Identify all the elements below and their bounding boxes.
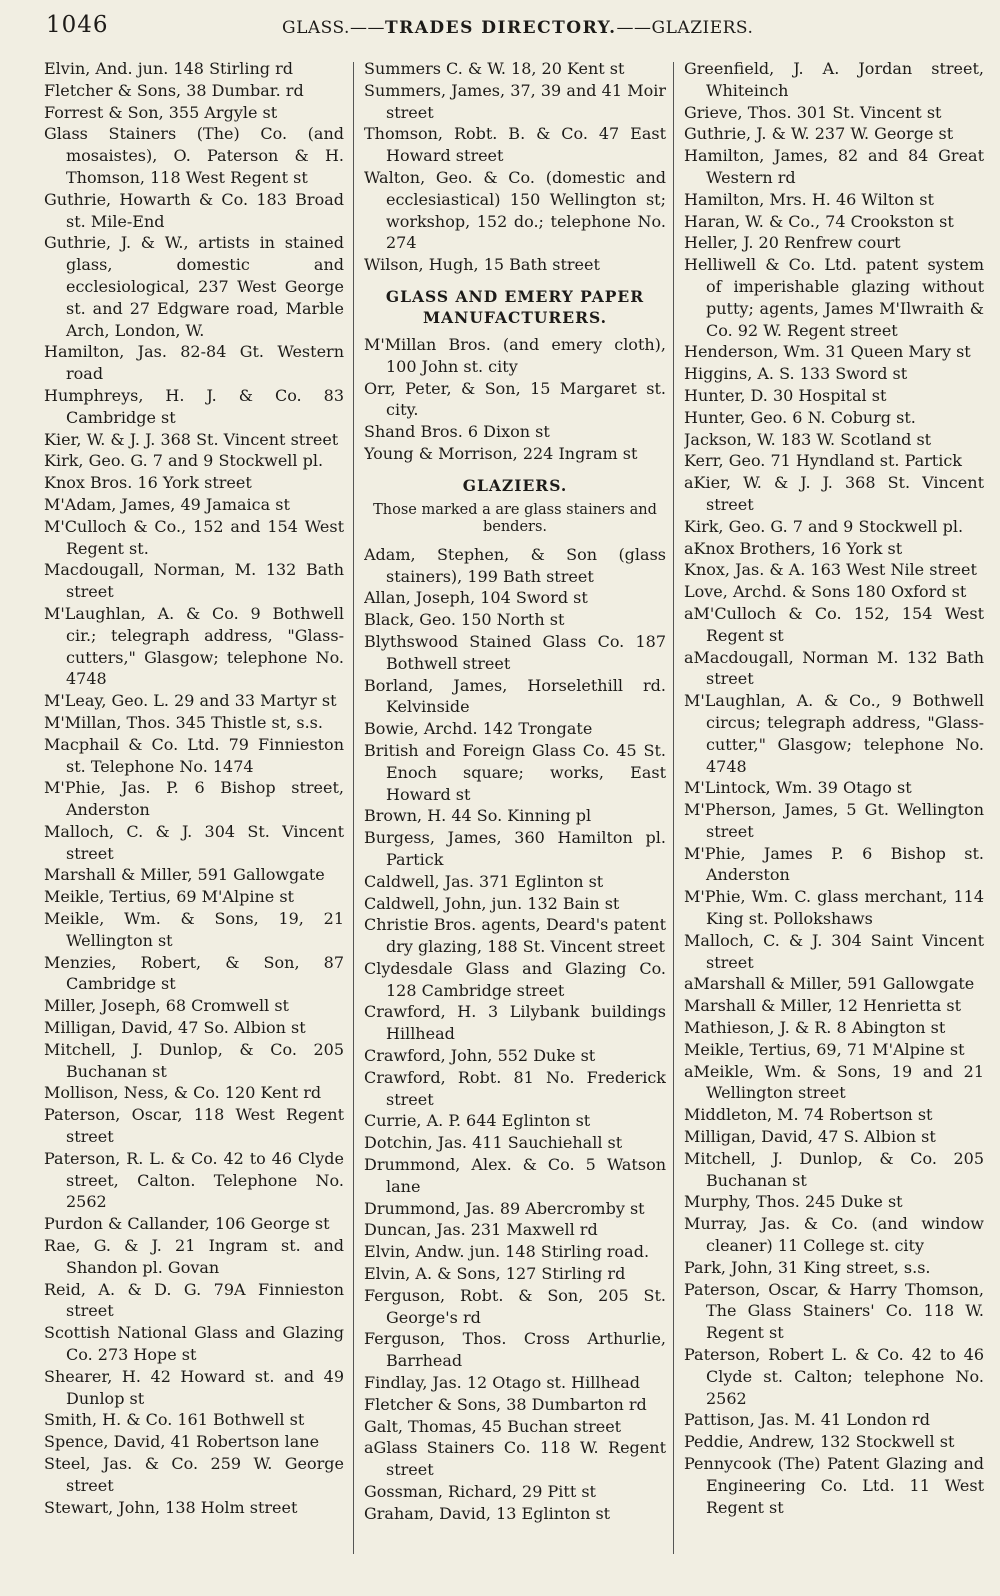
directory-entry: aMeikle, Wm. & Sons, 19 and 21 Wellington street — [684, 1061, 984, 1103]
directory-entry: Paterson, Oscar, 118 West Regent street — [44, 1105, 344, 1147]
directory-entry: Adam, Stephen, & Son (glass stainers), 199 Bath street — [364, 544, 666, 586]
directory-entry: Shand Bros. 6 Dixon st — [364, 422, 550, 442]
directory-entry: M'Phie, James P. 6 Bishop st. Anderston — [684, 843, 984, 885]
directory-entry: Knox, Jas. & A. 163 West Nile street — [684, 560, 977, 580]
column-divider — [353, 62, 354, 1554]
directory-columns — [44, 58, 982, 1563]
directory-entry: Purdon & Callander, 106 George st — [44, 1214, 330, 1234]
running-head-right: GLAZIERS. — [651, 18, 754, 38]
column-2-top-list — [364, 58, 666, 276]
directory-entry: M'Adam, James, 49 Jamaica st — [44, 494, 290, 514]
section-title-glass-emery-paper: GLASS AND EMERY PAPER MANUFACTURERS. — [385, 286, 645, 327]
directory-entry: Spence, David, 41 Robertson lane — [44, 1432, 320, 1452]
directory-entry: Meikle, Tertius, 69, 71 M'Alpine st — [684, 1039, 965, 1059]
directory-entry: Paterson, Oscar, & Harry Thomson, The Glass Stainers' Co. 118 W. Regent st — [684, 1279, 984, 1343]
directory-entry: M'Leay, Geo. L. 29 and 33 Martyr st — [44, 691, 337, 711]
directory-entry: Thomson, Robt. B. & Co. 47 East Howard street — [364, 124, 666, 166]
directory-entry: Menzies, Robert, & Son, 87 Cambridge st — [44, 952, 344, 994]
directory-entry: Paterson, Robert L. & Co. 42 to 46 Clyde st. Calton; telephone No. 2562 — [684, 1345, 984, 1408]
directory-entry: Wilson, Hugh, 15 Bath street — [364, 255, 600, 275]
directory-entry: Elvin, And. jun. 148 Stirling rd — [44, 59, 293, 78]
page-number: 1046 — [46, 12, 109, 38]
directory-entry: Hunter, Geo. 6 N. Coburg st. — [684, 407, 916, 427]
directory-entry: Forrest & Son, 355 Argyle st — [44, 102, 278, 122]
directory-entry: Summers, James, 37, 39 and 41 Moir street — [364, 80, 666, 122]
directory-entry: Murray, Jas. & Co. (and window cleaner) 11 College st. city — [684, 1214, 984, 1256]
directory-entry: Greenfield, J. A. Jordan street, Whiteinch — [684, 59, 984, 100]
directory-entry: Walton, Geo. & Co. (domestic and ecclesiastical) 150 Wellington st; workshop, 152 do.; telephone No. 274 — [364, 167, 666, 253]
directory-entry: aM'Culloch & Co. 152, 154 West Regent st — [684, 603, 984, 645]
directory-entry: aGlass Stainers Co. 118 W. Regent street — [364, 1438, 666, 1480]
directory-entry: Pennycook (The) Patent Glazing and Engineering Co. Ltd. 11 West Regent st — [684, 1454, 984, 1517]
directory-entry: Orr, Peter, & Son, 15 Margaret st. city. — [364, 378, 666, 420]
directory-entry: Fletcher & Sons, 38 Dumbarton rd — [364, 1394, 647, 1414]
directory-entry: Smith, H. & Co. 161 Bothwell st — [44, 1410, 305, 1430]
directory-entry: Hamilton, Jas. 82-84 Gt. Western road — [44, 342, 344, 384]
directory-entry: M'Millan, Thos. 345 Thistle st, s.s. — [44, 712, 323, 732]
directory-entry: M'Phie, Jas. P. 6 Bishop street, Anderston — [44, 778, 344, 820]
directory-entry: Caldwell, John, jun. 132 Bain st — [364, 893, 620, 913]
directory-entry: Findlay, Jas. 12 Otago st. Hillhead — [364, 1373, 641, 1393]
directory-entry: Paterson, R. L. & Co. 42 to 46 Clyde street, Calton. Telephone No. 2562 — [44, 1148, 344, 1212]
directory-entry: Scottish National Glass and Glazing Co. 273 Hope st — [44, 1323, 344, 1365]
directory-entry: M'Pherson, James, 5 Gt. Wellington street — [684, 800, 984, 841]
directory-entry: Allan, Joseph, 104 Sword st — [364, 588, 588, 608]
directory-entry: M'Millan Bros. (and emery cloth), 100 John st. city — [364, 334, 666, 376]
directory-entry: Murphy, Thos. 245 Duke st — [684, 1192, 903, 1212]
directory-entry: Mollison, Ness, & Co. 120 Kent rd — [44, 1083, 322, 1103]
column-2 — [364, 58, 666, 1563]
directory-entry: Duncan, Jas. 231 Maxwell rd — [364, 1220, 598, 1240]
directory-entry: Drummond, Alex. & Co. 5 Watson lane — [364, 1155, 666, 1196]
directory-entry: Malloch, C. & J. 304 Saint Vincent street — [684, 930, 984, 972]
directory-entry: M'Culloch & Co., 152 and 154 West Regent st. — [44, 516, 344, 558]
directory-entry: M'Phie, Wm. C. glass merchant, 114 King st. Pollokshaws — [684, 887, 984, 929]
directory-entry: Stewart, John, 138 Holm street — [44, 1497, 298, 1517]
directory-entry: Borland, James, Horselethill rd. Kelvinside — [364, 675, 666, 717]
directory-entry: Crawford, H. 3 Lilybank buildings Hillhead — [364, 1002, 666, 1044]
directory-entry: Elvin, Andw. jun. 148 Stirling road. — [364, 1242, 650, 1262]
column-3 — [684, 58, 984, 1563]
directory-entry: Christie Bros. agents, Deard's patent dry glazing, 188 St. Vincent street — [364, 915, 666, 957]
directory-entry: Mitchell, J. Dunlop, & Co. 205 Buchanan st — [44, 1039, 344, 1081]
glaziers-list — [364, 544, 666, 1525]
directory-entry: Black, Geo. 150 North st — [364, 610, 565, 630]
directory-entry: Kirk, Geo. G. 7 and 9 Stockwell pl. — [44, 451, 324, 471]
directory-entry: Guthrie, J. & W. 237 W. George st — [684, 124, 954, 144]
directory-entry: Meikle, Wm. & Sons, 19, 21 Wellington st — [44, 909, 344, 950]
directory-entry: Heller, J. 20 Renfrew court — [684, 233, 901, 253]
directory-entry: Milligan, David, 47 So. Albion st — [44, 1018, 306, 1038]
directory-entry: Guthrie, J. & W., artists in stained glass, domestic and ecclesiological, 237 West George st. and 27 Edgware road, Marble Arch, London, W. — [44, 233, 344, 340]
column-divider — [673, 62, 674, 1554]
directory-entry: Blythswood Stained Glass Co. 187 Bothwell street — [364, 631, 666, 673]
directory-entry: Haran, W. & Co., 74 Crookston st — [684, 211, 954, 231]
directory-entry: Shearer, H. 42 Howard st. and 49 Dunlop st — [44, 1366, 344, 1408]
directory-entry: Ferguson, Robt. & Son, 205 St. George's rd — [364, 1285, 666, 1327]
directory-entry: Crawford, Robt. 81 No. Frederick street — [364, 1067, 666, 1109]
directory-entry: Graham, David, 13 Eglinton st — [364, 1503, 611, 1523]
directory-entry: Currie, A. P. 644 Eglinton st — [364, 1111, 591, 1131]
directory-entry: Marshall & Miller, 591 Gallowgate — [44, 865, 325, 885]
directory-entry: Macdougall, Norman, M. 132 Bath street — [44, 560, 344, 602]
directory-entry: M'Lintock, Wm. 39 Otago st — [684, 778, 912, 798]
directory-entry: Elvin, A. & Sons, 127 Stirling rd — [364, 1264, 626, 1284]
directory-entry: Meikle, Tertius, 69 M'Alpine st — [44, 887, 294, 907]
directory-entry: Mathieson, J. & R. 8 Abington st — [684, 1018, 946, 1038]
directory-entry: Peddie, Andrew, 132 Stockwell st — [684, 1432, 955, 1452]
directory-entry: Henderson, Wm. 31 Queen Mary st — [684, 342, 971, 362]
directory-entry: Park, John, 31 King street, s.s. — [684, 1257, 931, 1277]
directory-entry: Clydesdale Glass and Glazing Co. 128 Cambridge street — [364, 958, 666, 1000]
directory-entry: Crawford, John, 552 Duke st — [364, 1046, 596, 1066]
directory-entry: Pattison, Jas. M. 41 London rd — [684, 1410, 930, 1430]
glass-emery-paper-list — [364, 334, 666, 465]
directory-entry: Bowie, Archd. 142 Trongate — [364, 719, 593, 739]
directory-entry: Higgins, A. S. 133 Sword st — [684, 364, 908, 384]
directory-entry: Malloch, C. & J. 304 St. Vincent street — [44, 821, 344, 863]
directory-entry: Fletcher & Sons, 38 Dumbar. rd — [44, 80, 304, 100]
section-title-glaziers: GLAZIERS. — [462, 475, 568, 495]
directory-entry: aMarshall & Miller, 591 Gallowgate — [684, 974, 975, 994]
directory-entry: Steel, Jas. & Co. 259 W. George street — [44, 1454, 344, 1495]
directory-entry: Mitchell, J. Dunlop, & Co. 205 Buchanan st — [684, 1148, 984, 1190]
directory-entry: Macphail & Co. Ltd. 79 Finnieston st. Telephone No. 1474 — [44, 734, 344, 776]
directory-entry: Love, Archd. & Sons 180 Oxford st — [684, 582, 967, 602]
directory-entry: Drummond, Jas. 89 Abercromby st — [364, 1198, 645, 1218]
directory-entry: Grieve, Thos. 301 St. Vincent st — [684, 102, 942, 122]
directory-entry: Knox Bros. 16 York street — [44, 473, 252, 493]
directory-entry: Caldwell, Jas. 371 Eglinton st — [364, 871, 604, 891]
directory-entry: Summers C. & W. 18, 20 Kent st — [364, 59, 625, 78]
directory-entry: British and Foreign Glass Co. 45 St. Enoch square; works, East Howard st — [364, 740, 666, 804]
directory-entry: Hamilton, Mrs. H. 46 Wilton st — [684, 189, 934, 209]
directory-entry: Gossman, Richard, 29 Pitt st — [364, 1482, 596, 1502]
directory-entry: Marshall & Miller, 12 Henrietta st — [684, 996, 962, 1016]
directory-entry: aMacdougall, Norman M. 132 Bath street — [684, 647, 984, 689]
directory-entry: Kier, W. & J. J. 368 St. Vincent street — [44, 429, 339, 449]
directory-entry: Humphreys, H. J. & Co. 83 Cambridge st — [44, 385, 344, 427]
directory-entry: M'Laughlan, A. & Co., 9 Bothwell circus; telegraph address, "Glass-cutter," Glasgow; telephone No. 4748 — [684, 691, 984, 776]
directory-entry: aKnox Brothers, 16 York st — [684, 538, 903, 558]
running-head-left: GLASS. — [282, 18, 350, 38]
running-head-center: TRADES DIRECTORY. — [384, 18, 617, 38]
directory-entry: Young & Morrison, 224 Ingram st — [364, 443, 638, 463]
directory-entry: Hunter, D. 30 Hospital st — [684, 385, 887, 405]
directory-entry: Kerr, Geo. 71 Hyndland st. Partick — [684, 451, 962, 471]
directory-entry: Kirk, Geo. G. 7 and 9 Stockwell pl. — [684, 516, 964, 536]
directory-entry: Ferguson, Thos. Cross Arthurlie, Barrhead — [364, 1329, 666, 1371]
directory-entry: Middleton, M. 74 Robertson st — [684, 1105, 933, 1125]
section-note-glaziers: Those marked a are glass stainers and benders. — [373, 501, 657, 535]
directory-entry: Milligan, David, 47 S. Albion st — [684, 1127, 936, 1147]
directory-entry: Guthrie, Howarth & Co. 183 Broad st. Mile-End — [44, 189, 344, 231]
running-head: GLASS.——TRADES DIRECTORY.——GLAZIERS. — [282, 18, 754, 38]
directory-entry: Rae, G. & J. 21 Ingram st. and Shandon pl. Govan — [44, 1236, 344, 1277]
directory-entry: Reid, A. & D. G. 79A Finnieston street — [44, 1279, 344, 1321]
page-header — [46, 12, 966, 46]
directory-entry: Jackson, W. 183 W. Scotland st — [684, 429, 932, 449]
directory-entry: Burgess, James, 360 Hamilton pl. Partick — [364, 828, 666, 869]
directory-entry: Glass Stainers (The) Co. (and mosaistes), O. Paterson & H. Thomson, 118 West Regent st — [44, 124, 344, 187]
directory-entry: Galt, Thomas, 45 Buchan street — [364, 1416, 622, 1436]
directory-entry: Hamilton, James, 82 and 84 Great Western rd — [684, 146, 984, 187]
directory-entry: Miller, Joseph, 68 Cromwell st — [44, 996, 289, 1016]
column-1 — [44, 58, 344, 1563]
directory-entry: Dotchin, Jas. 411 Sauchiehall st — [364, 1133, 623, 1153]
directory-entry: Helliwell & Co. Ltd. patent system of imperishable glazing without putty; agents, James M'Ilwraith & Co. 92 W. Regent street — [684, 255, 984, 340]
directory-entry: M'Laughlan, A. & Co. 9 Bothwell cir.; telegraph address, "Glass-cutters," Glasgow; telephone No. 4748 — [44, 603, 344, 689]
directory-entry: aKier, W. & J. J. 368 St. Vincent street — [684, 473, 984, 514]
directory-entry: Brown, H. 44 So. Kinning pl — [364, 806, 592, 826]
